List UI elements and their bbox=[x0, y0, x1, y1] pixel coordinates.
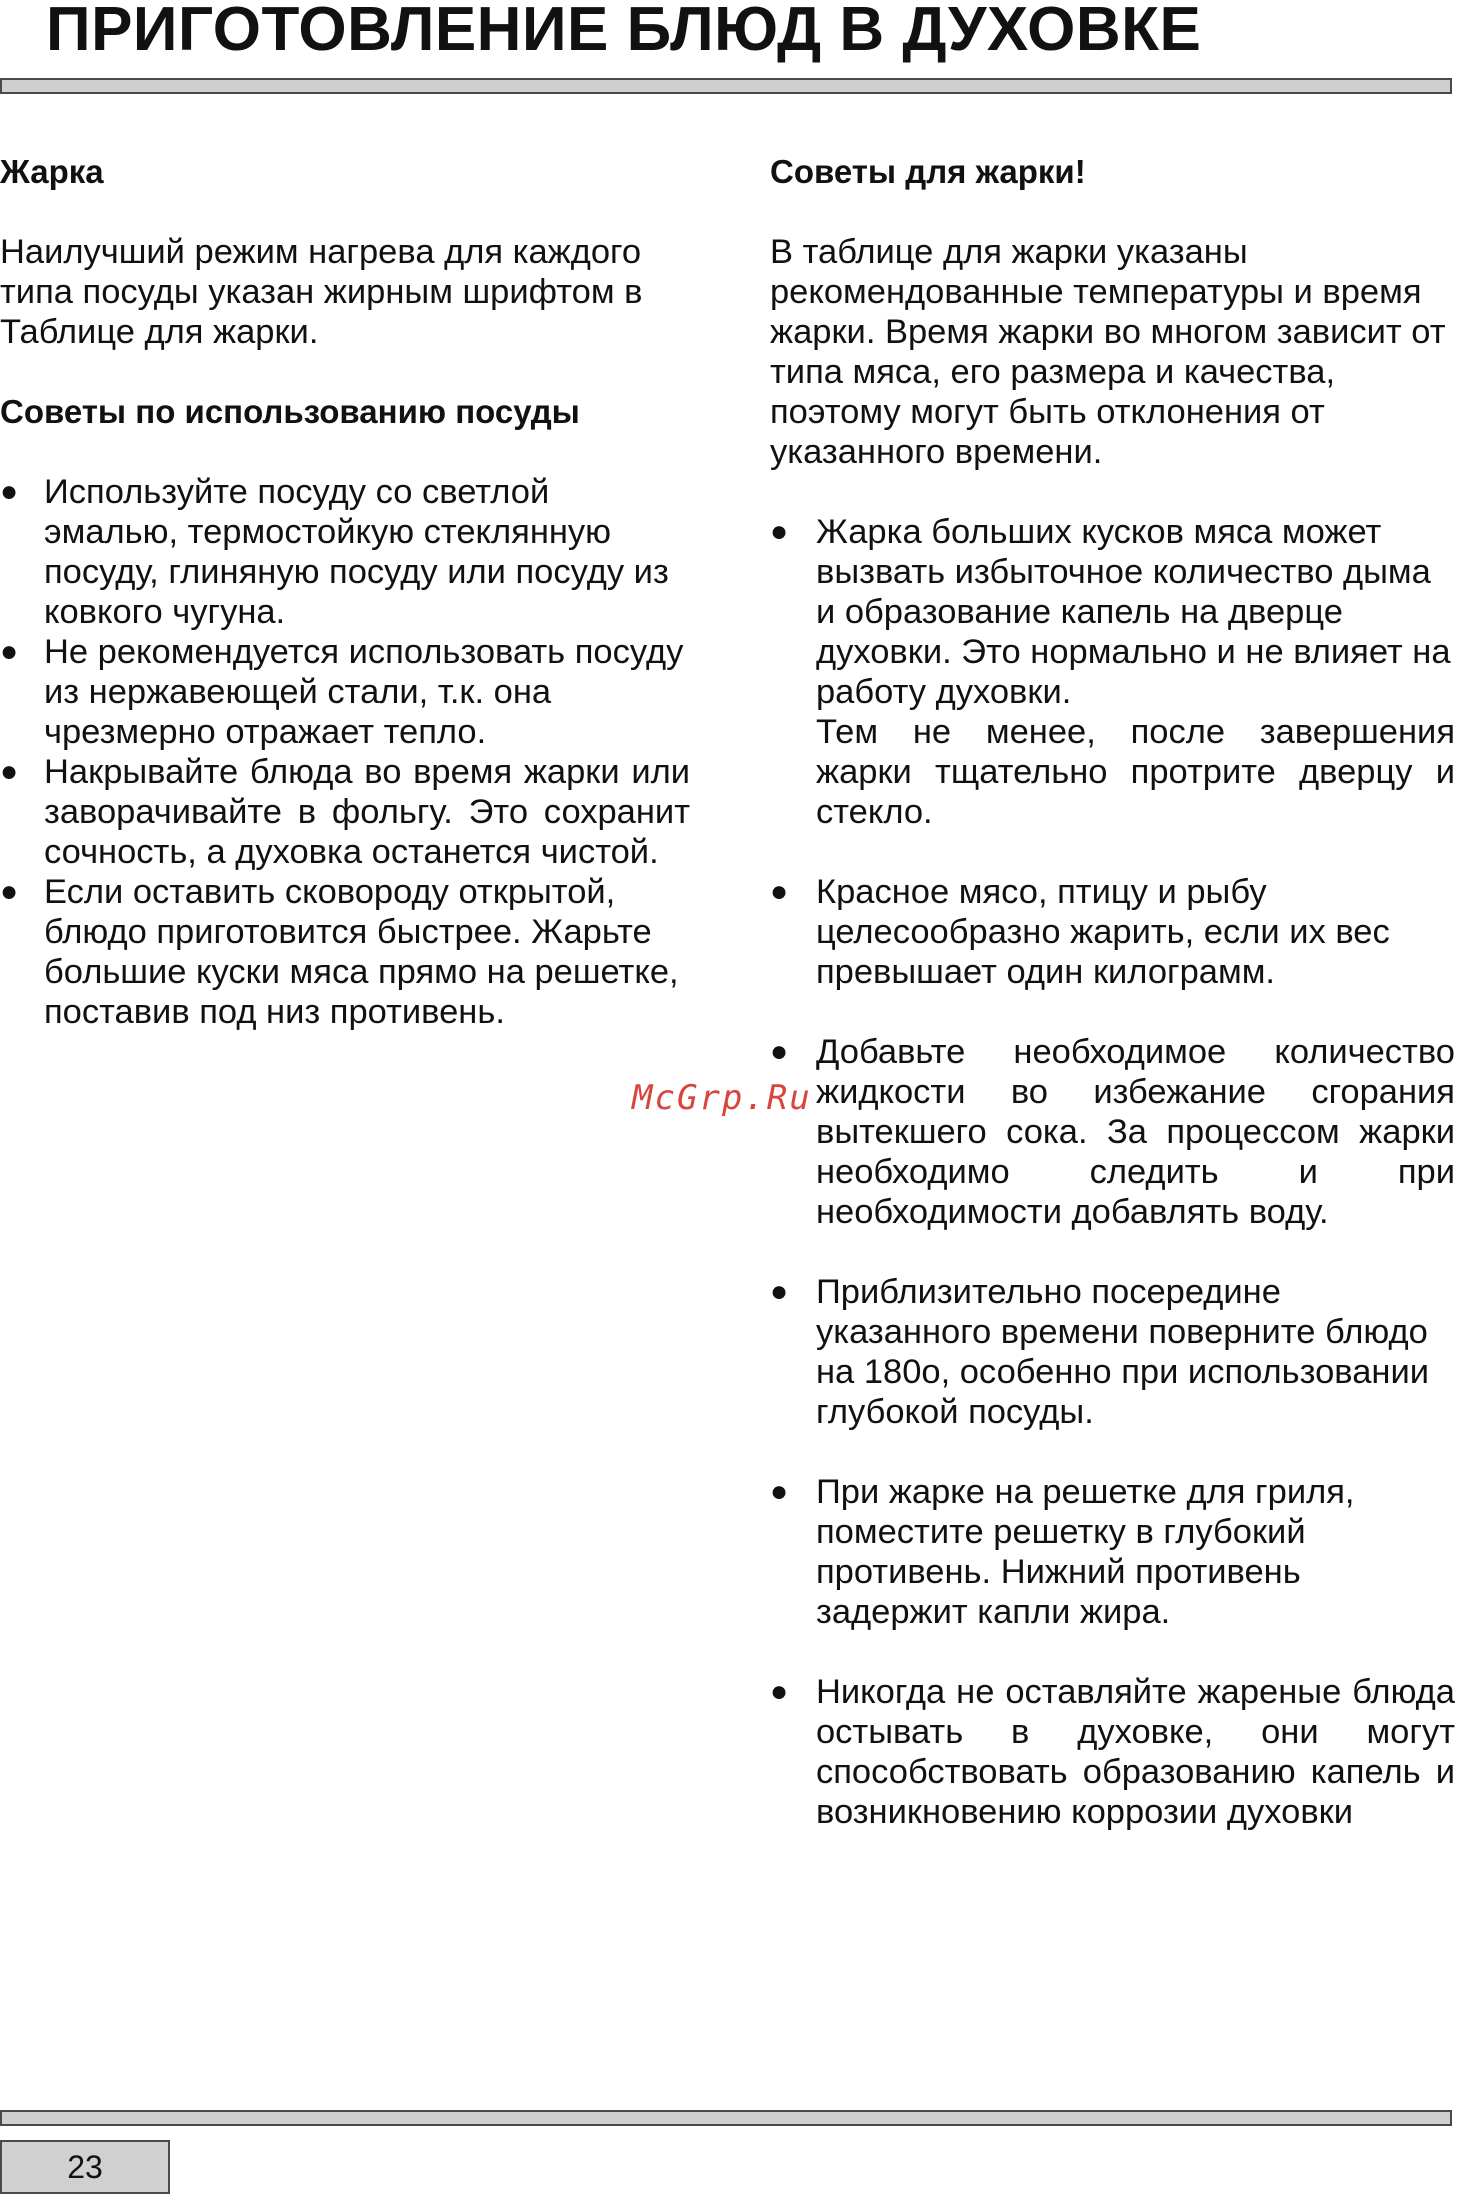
list-item-text: При жарке на решетке для гриля, поместите решетку в глубокий противень. Нижний противень задержит капли жира. bbox=[816, 1473, 1355, 1631]
heading-cookware-tips: Советы по использованию посуды bbox=[0, 393, 580, 430]
list-item bbox=[770, 512, 1455, 832]
bullet-icon: ● bbox=[770, 875, 789, 908]
list-item bbox=[0, 752, 690, 872]
list-item-text: Жарка больших кусков мяса может вызвать избыточное количество дыма и образование капель на дверце духовки. Это нормально и не влияет на работу духовки. bbox=[816, 513, 1451, 711]
list-item-text: Накрывайте блюда во время жарки или заворачивайте в фольгу. Это сохранит сочность, а духовка останется чистой. bbox=[44, 753, 690, 871]
list-item bbox=[770, 1672, 1455, 1832]
bullet-icon: ● bbox=[770, 1275, 789, 1308]
bullet-icon: ● bbox=[770, 515, 789, 548]
bullet-icon: ● bbox=[770, 1035, 789, 1068]
bullet-icon: ● bbox=[770, 1475, 789, 1508]
list-item-text: Используйте посуду со светлой эмалью, термостойкую стеклянную посуду, глиняную посуду или посуду из ковкого чугуна. bbox=[44, 473, 669, 631]
footer-rule bbox=[0, 2110, 1452, 2126]
right-column bbox=[770, 152, 1455, 1832]
cookware-tips-list bbox=[0, 472, 690, 1032]
list-item bbox=[0, 472, 690, 632]
heading-roasting-tips: Советы для жарки! bbox=[770, 153, 1086, 190]
list-item-continuation: Тем не менее, после завершения жарки тщательно протрите дверцу и стекло. bbox=[816, 713, 1455, 831]
list-item-text: Приблизительно посередине указанного времени поверните блюдо на 180о, особенно при использовании глубокой посуды. bbox=[816, 1273, 1429, 1431]
list-item bbox=[770, 1472, 1455, 1632]
page-number: 23 bbox=[0, 2140, 170, 2194]
bullet-icon: ● bbox=[770, 1675, 789, 1708]
bullet-icon: ● bbox=[0, 875, 19, 908]
roasting-tips-intro: В таблице для жарки указаны рекомендованные температуры и время жарки. Время жарки во многом зависит от типа мяса, его размера и качества, поэтому могут быть отклонения от указанного времени. bbox=[770, 233, 1446, 471]
list-item-text: Никогда не оставляйте жареные блюда остывать в духовке, они могут способствовать образованию капель и возникновению коррозии духовки bbox=[816, 1673, 1455, 1831]
list-item-text: Добавьте необходимое количество жидкости во избежание сгорания вытекшего сока. За процессом жарки необходимо следить и при необходимости добавлять воду. bbox=[816, 1033, 1455, 1231]
heading-roasting: Жарка bbox=[0, 153, 104, 190]
header-rule bbox=[0, 78, 1452, 94]
list-item bbox=[770, 1032, 1455, 1232]
roasting-intro: Наилучший режим нагрева для каждого типа посуды указан жирным шрифтом в Таблице для жарки. bbox=[0, 233, 643, 351]
list-item bbox=[770, 1272, 1455, 1432]
watermark: McGrp.Ru bbox=[632, 1078, 812, 1118]
list-item-text: Если оставить сковороду открытой, блюдо приготовится быстрее. Жарьте большие куски мяса прямо на решетке, поставив под низ противень. bbox=[44, 873, 679, 1031]
list-item bbox=[0, 872, 690, 1032]
list-item-text: Красное мясо, птицу и рыбу целесообразно жарить, если их вес превышает один килограмм. bbox=[816, 873, 1390, 991]
page-title: ПРИГОТОВЛЕНИЕ БЛЮД В ДУХОВКЕ bbox=[46, 0, 1202, 64]
list-item bbox=[770, 872, 1455, 992]
left-column bbox=[0, 152, 690, 1032]
bullet-icon: ● bbox=[0, 635, 19, 668]
list-item bbox=[0, 632, 690, 752]
bullet-icon: ● bbox=[0, 755, 19, 788]
list-item-text: Не рекомендуется использовать посуду из нержавеющей стали, т.к. она чрезмерно отражает тепло. bbox=[44, 633, 684, 751]
roasting-tips-list bbox=[770, 512, 1455, 1832]
bullet-icon: ● bbox=[0, 475, 19, 508]
